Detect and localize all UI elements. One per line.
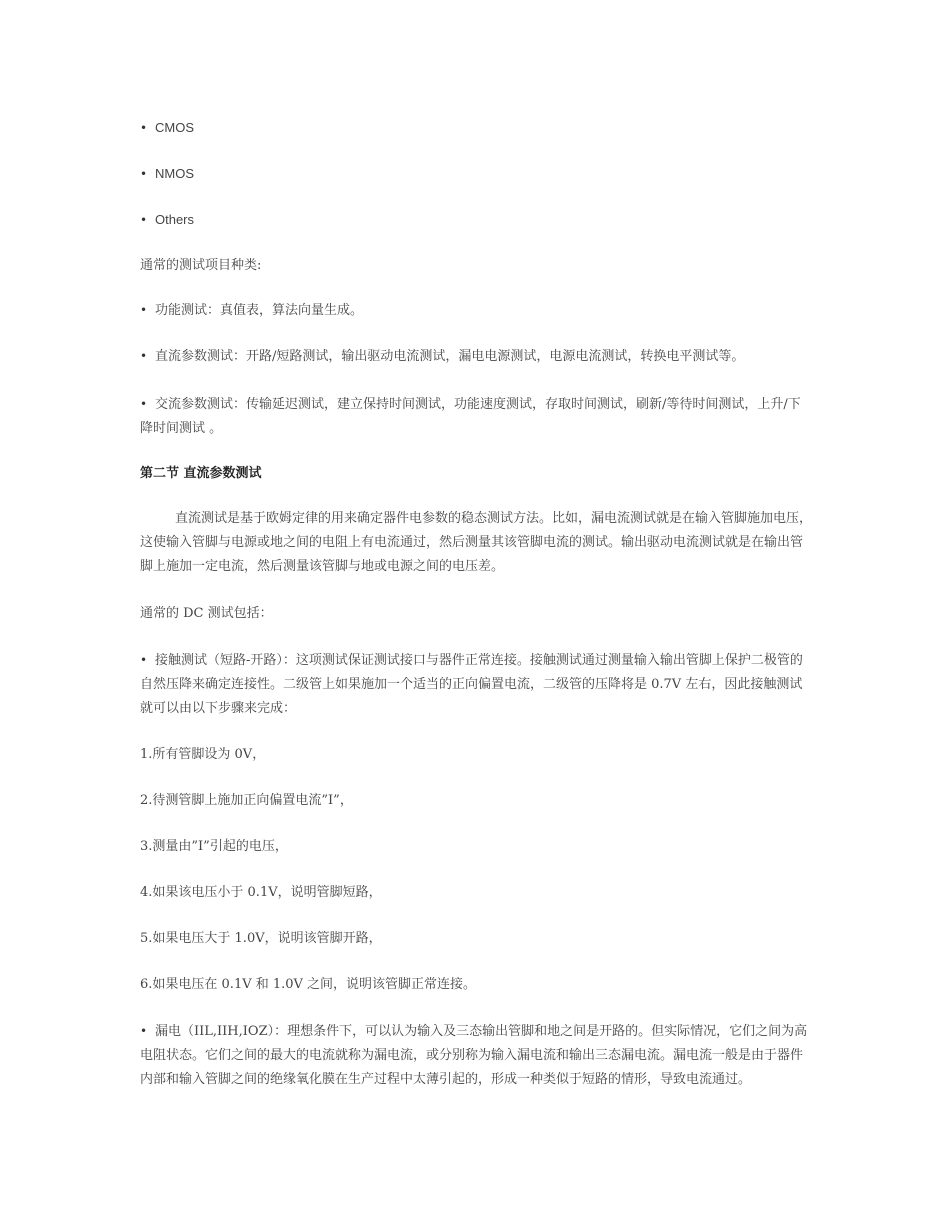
dc-tests-intro: 通常的 DC 测试包括： (140, 606, 273, 621)
bullet-icon: • (140, 213, 148, 227)
list-item (140, 208, 812, 233)
step-item: 1.所有管脚设为 0V， (140, 747, 266, 762)
step-item: 5.如果电压大于 1.0V，说明该管脚开路， (140, 931, 382, 946)
list-item-text: 直流参数测试：开路/短路测试，输出驱动电流测试，漏电电源测试，电源电流测试，转换电平测试等。 (155, 349, 745, 364)
bullet-icon: • (140, 121, 148, 135)
list-item-text: NMOS (155, 166, 194, 181)
intro-paragraph: 直流测试是基于欧姆定律的用来确定器件电参数的稳态测试方法。比如，漏电流测试就是在输入管脚施加电压，这使输入管脚与电源或地之间的电阻上有电流通过，然后测量其该管脚电流的测试。输出驱动电流测试就是在输出管脚上施加一定电流，然后测量该管脚与地或电源之间的电压差。 (140, 511, 813, 574)
test-types-intro: 通常的测试项目种类: (140, 258, 262, 273)
list-item (140, 162, 812, 187)
list-item-text: Others (155, 212, 195, 227)
contact-test-text: 接触测试（短路-开路）：这项测试保证测试接口与器件正常连接。接触测试通过测量输入输出管脚上保护二极管的自然压降来确定连接性。二级管上如果施加一个适当的正向偏置电流，二级管的压降将是 0.7V 左右，因此接触测试就可以由以下步骤来完成： (140, 653, 803, 716)
step-item: 4.如果该电压小于 0.1V，说明管脚短路， (140, 885, 382, 900)
list-item-text: CMOS (155, 120, 194, 135)
list-item (140, 344, 812, 369)
bullet-icon: • (140, 653, 148, 667)
list-item (140, 1019, 812, 1092)
list-item-text: 功能测试：真值表，算法向量生成。 (155, 303, 364, 318)
bullet-icon: • (140, 349, 148, 363)
step-item: 6.如果电压在 0.1V 和 1.0V 之间，说明该管脚正常连接。 (140, 977, 477, 992)
list-item (140, 116, 812, 141)
list-item-text: 交流参数测试：传输延迟测试，建立保持时间测试，功能速度测试，存取时间测试，刷新/等待时间测试，上升/下降时间测试 。 (140, 397, 801, 436)
bullet-icon: • (140, 167, 148, 181)
bullet-icon: • (140, 1024, 148, 1038)
bullet-icon: • (140, 397, 148, 411)
section-heading: 第二节 直流参数测试 (140, 466, 262, 481)
list-item (140, 392, 812, 441)
bullet-icon: • (140, 303, 148, 317)
list-item (140, 298, 812, 323)
step-item: 3.测量由”I”引起的电压， (140, 839, 288, 854)
leakage-text: 漏电（IIL,IIH,IOZ）：理想条件下，可以认为输入及三态输出管脚和地之间是开路的。但实际情况，它们之间为高电阻状态。它们之间的最大的电流就称为漏电流，或分别称为输入漏电流和输出三态漏电流。漏电流一般是由于器件内部和输入管脚之间的绝缘氧化膜在生产过程中太薄引起的，形成一种类似于短路的情形，导致电流通过。 (140, 1024, 808, 1087)
list-item (140, 648, 812, 721)
step-item: 2.待测管脚上施加正向偏置电流”I”， (140, 793, 353, 808)
